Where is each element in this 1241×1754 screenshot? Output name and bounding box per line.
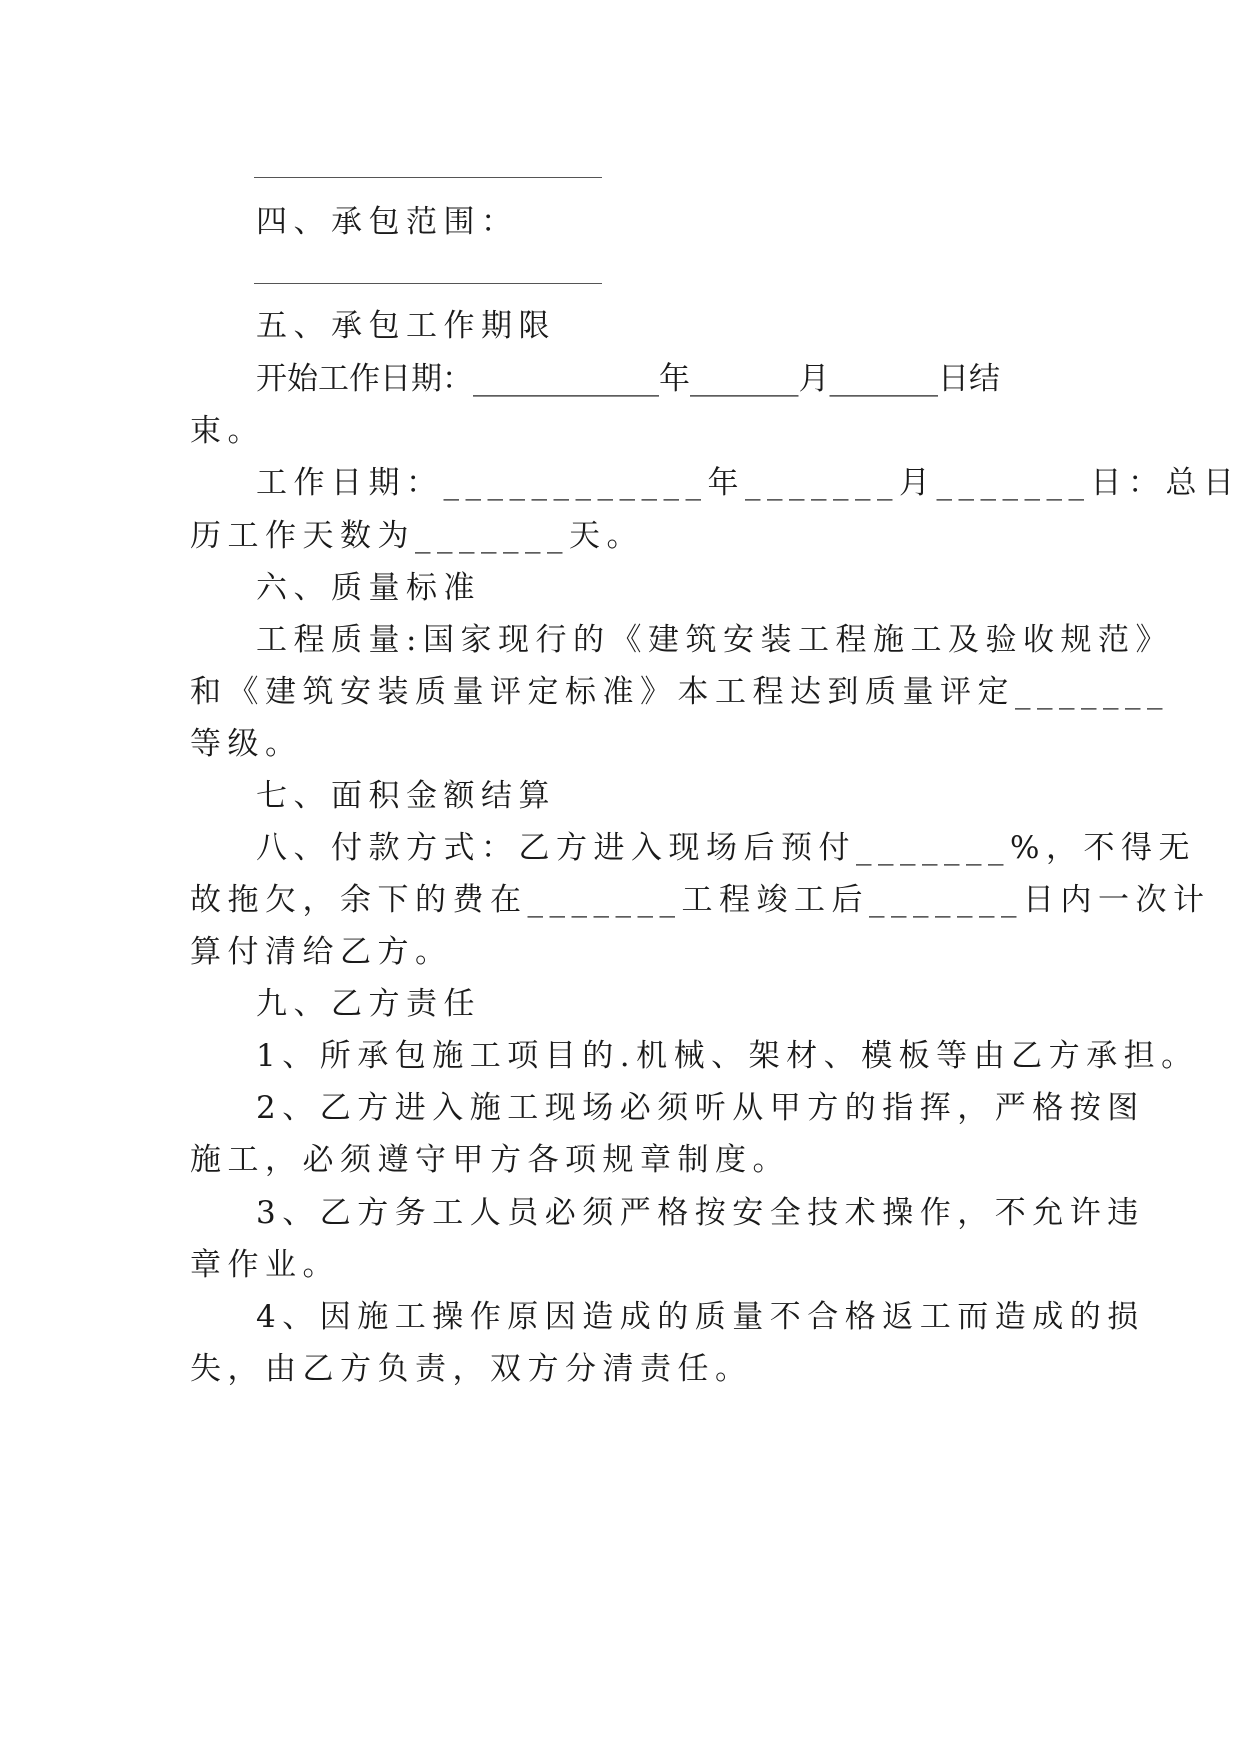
duty-item-3-line-1: 3、乙方务工人员必须严格按安全技术操作，不允许违 bbox=[256, 1195, 1145, 1231]
quality-line-2: 和《建筑安装质量评定标准》本工程达到质量评定_______ bbox=[190, 674, 1169, 710]
quality-line-3: 等级。 bbox=[190, 726, 303, 762]
blank-fill-line-1 bbox=[254, 177, 602, 178]
payment-line-3: 算付清给乙方。 bbox=[190, 934, 453, 970]
duty-item-1: 1、所承包施工项目的.机械、架材、模板等由乙方承担。 bbox=[256, 1038, 1199, 1074]
payment-line-1: 八、付款方式：乙方进入现场后预付_______%，不得无 bbox=[256, 830, 1196, 866]
work-date-line: 工作日期：____________年_______月_______日：总日 bbox=[256, 465, 1241, 501]
start-date-line-cont: 束。 bbox=[190, 413, 265, 449]
section-9-duty-heading: 九、乙方责任 bbox=[256, 986, 481, 1022]
duty-item-3-line-2: 章作业。 bbox=[190, 1247, 340, 1283]
work-days-line: 历工作天数为_______天。 bbox=[190, 518, 644, 554]
duty-item-4-line-2: 失，由乙方负责，双方分清责任。 bbox=[190, 1351, 753, 1387]
duty-item-2-line-1: 2、乙方进入施工现场必须听从甲方的指挥，严格按图 bbox=[256, 1090, 1145, 1126]
start-date-text: 开始工作日期：____________年_______月_______日结 bbox=[256, 361, 1000, 397]
section-6-quality-heading: 六、质量标准 bbox=[256, 570, 481, 606]
blank-fill-line-2 bbox=[254, 283, 602, 284]
section-5-period-heading: 五、承包工作期限 bbox=[256, 308, 556, 344]
section-4-scope-heading: 四、承包范围： bbox=[256, 204, 519, 240]
start-date-line bbox=[256, 359, 1060, 399]
payment-line-2: 故拖欠，余下的费在_______工程竣工后_______日内一次计 bbox=[190, 882, 1211, 918]
duty-item-2-line-2: 施工，必须遵守甲方各项规章制度。 bbox=[190, 1142, 790, 1178]
quality-line-1: 工程质量:国家现行的《建筑安装工程施工及验收规范》 bbox=[256, 622, 1173, 658]
section-7-settlement-heading: 七、面积金额结算 bbox=[256, 778, 556, 814]
duty-item-4-line-1: 4、因施工操作原因造成的质量不合格返工而造成的损 bbox=[256, 1299, 1145, 1335]
